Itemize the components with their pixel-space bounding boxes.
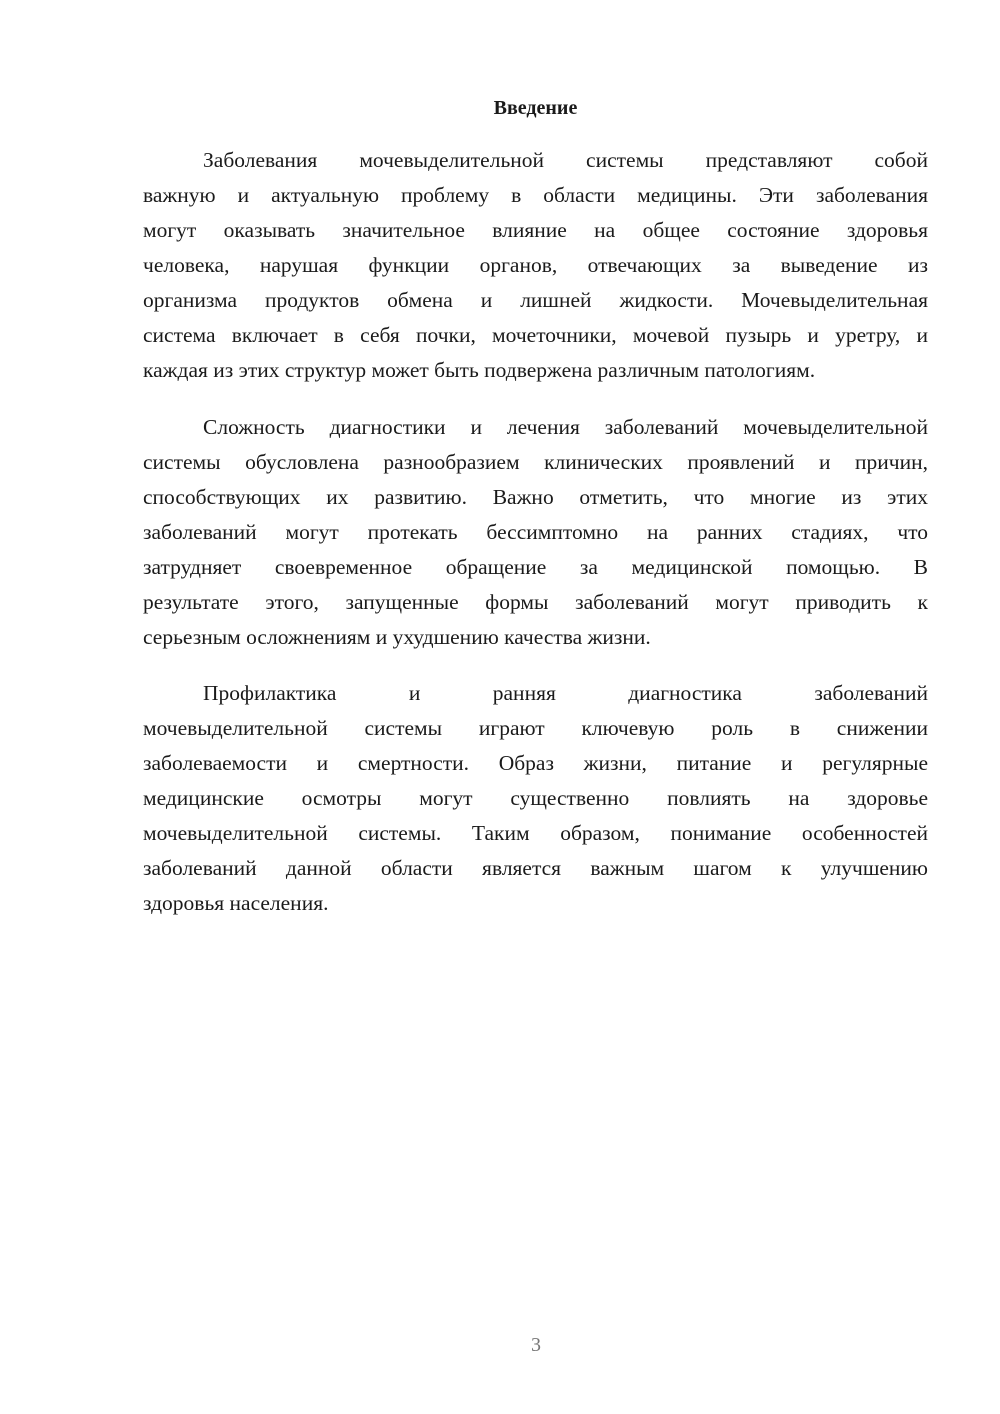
paragraph-1 <box>143 143 928 388</box>
text-line: серьезным осложнениям и ухудшению качества жизни. <box>143 625 651 649</box>
paragraph-3 <box>143 676 928 921</box>
paragraph-2 <box>143 410 928 655</box>
text-line: важную и актуальную проблему в области медицины. Эти заболевания <box>143 183 928 207</box>
page-number: 3 <box>531 1334 541 1356</box>
text-line: заболеваний могут протекать бессимптомно на ранних стадиях, что <box>143 520 928 544</box>
text-line: могут оказывать значительное влияние на общее состояние здоровья <box>143 218 928 242</box>
text-line: системы обусловлена разнообразием клинических проявлений и причин, <box>143 450 928 474</box>
text-line: человека, нарушая функции органов, отвечающих за выведение из <box>143 253 928 277</box>
text-line: мочевыделительной системы. Таким образом, понимание особенностей <box>143 821 928 845</box>
text-line: заболеваний данной области является важным шагом к улучшению <box>143 856 928 880</box>
section-heading: Введение <box>493 97 578 119</box>
text-line: Сложность диагностики и лечения заболеваний мочевыделительной <box>203 415 928 439</box>
text-line: Профилактика и ранняя диагностика заболеваний <box>203 681 928 705</box>
text-line: каждая из этих структур может быть подвержена различным патологиям. <box>143 358 816 382</box>
text-line: организма продуктов обмена и лишней жидкости. Мочевыделительная <box>143 288 928 312</box>
text-line: здоровья населения. <box>143 891 329 915</box>
text-line: система включает в себя почки, мочеточники, мочевой пузырь и уретру, и <box>143 323 928 347</box>
text-line: заболеваемости и смертности. Образ жизни, питание и регулярные <box>143 751 928 775</box>
text-line: способствующих их развитию. Важно отметить, что многие из этих <box>143 485 928 509</box>
text-line: Заболевания мочевыделительной системы представляют собой <box>203 148 928 172</box>
text-line: затрудняет своевременное обращение за медицинской помощью. В <box>143 555 928 579</box>
text-line: мочевыделительной системы играют ключевую роль в снижении <box>143 716 928 740</box>
text-line: результате этого, запущенные формы заболеваний могут приводить к <box>143 590 928 614</box>
text-line: медицинские осмотры могут существенно повлиять на здоровье <box>143 786 928 810</box>
